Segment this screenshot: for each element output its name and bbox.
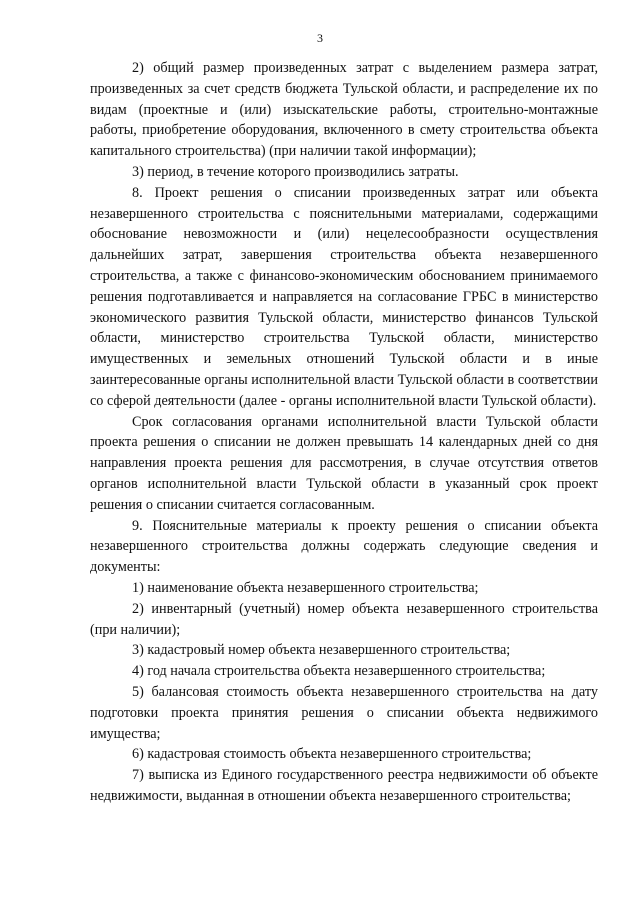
list-item-start-year: 4) год начала строительства объекта незавершенного строительства; [132,663,546,680]
document-body [90,58,598,807]
paragraph-item-9: 9. Пояснительные материалы к проекту решения о списании объекта незавершенного строительства должны содержать следующие сведения и документы: [90,517,598,576]
list-item-cadastral-number: 3) кадастровый номер объекта незавершенного строительства; [132,642,511,659]
paragraph-item-8: 8. Проект решения о списании произведенных затрат или объекта незавершенного строительства с пояснительными материалами, содержащими обоснование невозможности и (или) нецелесообразности осуществления дальнейших затрат, завершения строительства объекта незавершенного строительства, а также с финансово-экономическим обоснованием принимаемого решения подготавливается и направляется на согласование ГРБС в министерство экономического развития Тульской области, министерство финансов Тульской области, министерство строительства Тульской области, министерство имущественных и земельных отношений Тульской области и в иные заинтересованные органы исполнительной власти Тульской области в соответствии со сферой деятельности (далее - органы исполнительной власти Тульской области). [90,184,598,409]
page-number: 3 [317,31,323,45]
paragraph-approval-term: Срок согласования органами исполнительной власти Тульской области проекта решения о списании не должен превышать 14 календарных дней со дня направления проекта решения для рассмотрения, в случае отсутствия ответов органов исполнительной власти Тульской области в указанный срок проект решения о списании считается согласованным. [90,413,598,513]
paragraph-cost-period: 3) период, в течение которого производились затраты. [132,163,459,180]
list-item-object-name: 1) наименование объекта незавершенного строительства; [132,579,479,596]
list-item-book-value: 5) балансовая стоимость объекта незавершенного строительства на дату подготовки проекта принятия решения о списании объекта недвижимого имущества; [90,683,598,742]
list-item-cadastral-value: 6) кадастровая стоимость объекта незавершенного строительства; [132,746,532,763]
list-item-inventory-number: 2) инвентарный (учетный) номер объекта незавершенного строительства (при наличии); [90,600,598,638]
paragraph-total-costs: 2) общий размер произведенных затрат с выделением размера затрат, произведенных за счет средств бюджета Тульской области, и распределение их по видам (проектные и (или) изыскательские работы, строительно-монтажные работы, приобретение оборудования, включенного в смету строительства объекта капитального строительства) (при наличии такой информации); [90,60,598,160]
list-item-registry-extract: 7) выписка из Единого государственного реестра недвижимости об объекте недвижимости, выданная в отношении объекта незавершенного строительства; [90,767,598,804]
